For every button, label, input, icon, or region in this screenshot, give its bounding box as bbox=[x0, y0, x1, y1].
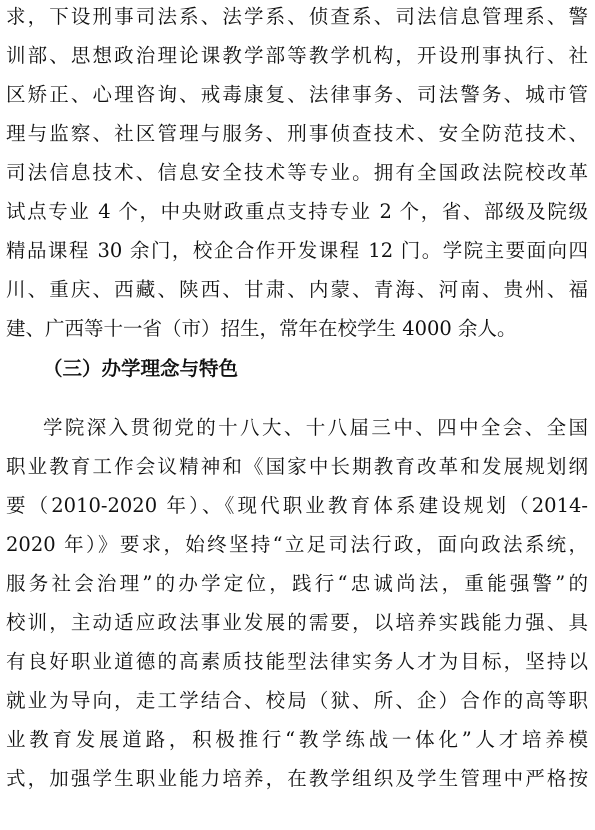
paragraph-line: 求，下设刑事司法系、法学系、侦查系、司法信息管理系、警 bbox=[6, 5, 588, 28]
paragraph-line: 就业为导向，走工学结合、校局（狱、所、企）合作的高等职 bbox=[6, 689, 588, 712]
paragraph-line: 业教育发展道路，积极推行“教学练战一体化”人才培养模 bbox=[6, 728, 588, 751]
paragraph-line: 校训，主动适应政法事业发展的需要，以培养实践能力强、具 bbox=[6, 611, 588, 634]
section-heading: （三）办学理念与特色 bbox=[43, 357, 239, 380]
paragraph-line: 理与监察、社区管理与服务、刑事侦查技术、安全防范技术、 bbox=[6, 122, 588, 145]
paragraph-line: 建、广西等十一省（市）招生，常年在校学生 4000 余人。 bbox=[6, 317, 517, 340]
paragraph-line: 司法信息技术、信息安全技术等专业。拥有全国政法院校改革 bbox=[6, 161, 588, 184]
paragraph-line: 有良好职业道德的高素质技能型法律实务人才为目标，坚持以 bbox=[6, 650, 588, 673]
paragraph-line: 试点专业 4 个，中央财政重点支持专业 2 个，省、部级及院级 bbox=[6, 200, 588, 223]
paragraph-line: 区矫正、心理咨询、戒毒康复、法律事务、司法警务、城市管 bbox=[6, 83, 588, 106]
paragraph-line: 学院深入贯彻党的十八大、十八届三中、四中全会、全国 bbox=[43, 416, 588, 439]
paragraph-line: 职业教育工作会议精神和《国家中长期教育改革和发展规划纲 bbox=[6, 455, 588, 478]
paragraph-line: 要（2010-2020 年）、《现代职业教育体系建设规划（2014- bbox=[6, 494, 588, 517]
paragraph-line: 精品课程 30 余门，校企合作开发课程 12 门。学院主要面向四 bbox=[6, 239, 588, 262]
paragraph-line: 服务社会治理”的办学定位，践行“忠诚尚法，重能强警”的 bbox=[6, 572, 588, 595]
paragraph-line: 2020 年）》要求，始终坚持“立足司法行政，面向政法系统， bbox=[6, 533, 588, 556]
paragraph-line: 训部、思想政治理论课教学部等教学机构，开设刑事执行、社 bbox=[6, 44, 588, 67]
paragraph-line: 式，加强学生职业能力培养，在教学组织及学生管理中严格按 bbox=[6, 767, 588, 790]
paragraph-line: 川、重庆、西藏、陕西、甘肃、内蒙、青海、河南、贵州、福 bbox=[6, 278, 588, 301]
